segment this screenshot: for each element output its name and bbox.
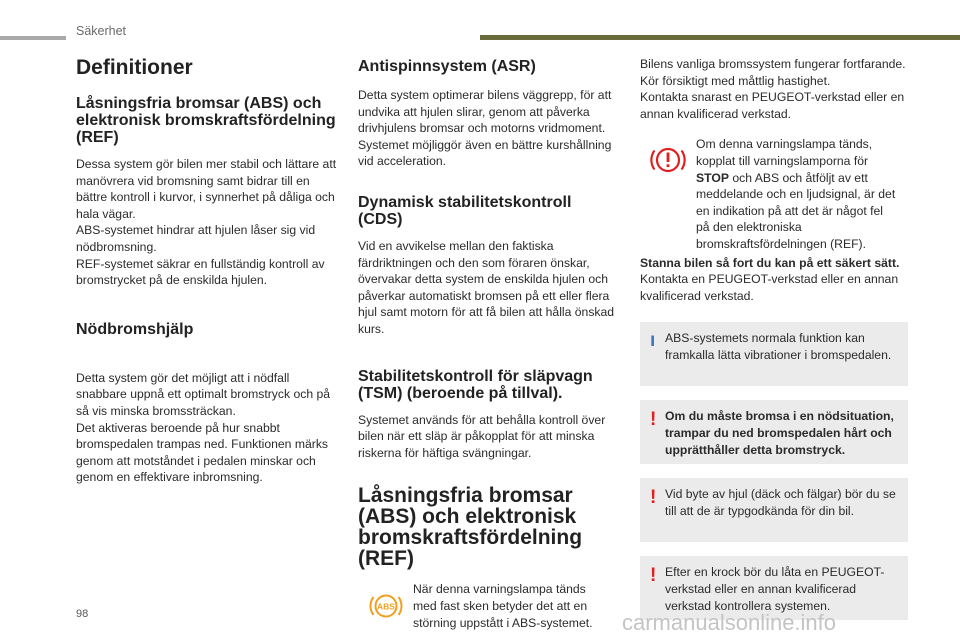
emergency-brake-text-2: Det aktiveras beroende på hur snabbt bromspedalen trampas ned. Funktionen märks genom att motståndet i pedalen minskar och genom en effektivare inbromsning.: [76, 420, 329, 485]
abs-ref-big-heading: Låsningsfria bromsar (ABS) och elektronisk bromskraftsfördelning (REF): [358, 484, 583, 571]
emergency-brake-heading: Nödbromshjälp: [76, 320, 194, 338]
exclamation-icon: !: [650, 487, 657, 509]
cds-text: Vid en avvikelse mellan den faktiska färdriktningen och den som föraren önskar, övervakar detta system de enskilda hjulen och påverkar automatiskt bromsen på ett eller flera hjul samt motorn för att få bilen att hålla önskad kurs.: [358, 238, 615, 336]
stop-label: STOP: [696, 170, 729, 185]
warning-box-emergency-text: Om du måste bromsa i en nödsituation, trampar du ned bromspedalen hårt och upprätthåller detta bromstryck.: [665, 409, 894, 457]
cds-heading: Dynamisk stabilitetskontroll (CDS): [358, 193, 572, 228]
tsm-text: Systemet används för att behålla kontroll över bilen när ett släp är påkopplat för att minska riskerna för häftiga svängningar.: [358, 412, 606, 460]
column-2: [358, 56, 620, 631]
tsm-heading: Stabilitetskontroll för släpvagn (TSM) (beroende på tillval).: [358, 367, 593, 402]
info-icon: ı: [650, 330, 656, 352]
warning-box-wheels-text: Vid byte av hjul (däck och fälgar) bör du se till att de är typgodkända för din bil.: [665, 487, 896, 518]
stop-section: [640, 255, 908, 305]
page-number: 98: [76, 608, 89, 620]
asr-heading: Antispinnsystem (ASR): [358, 58, 536, 75]
exclamation-icon: !: [650, 409, 657, 431]
emergency-brake-section: [76, 370, 338, 486]
header-rule-right: [480, 35, 960, 40]
abs-warning-icon: [358, 581, 413, 621]
abs-lamp-row: [358, 581, 620, 631]
abs-ref-text-3: REF-systemet säkrar en fullständig kontroll av bromstrycket på de enskilda hjulen.: [76, 256, 325, 288]
column-1: [76, 56, 338, 486]
ref-lamp-text: [696, 136, 896, 252]
abs-ref-section: [76, 156, 338, 289]
abs-ref-heading: Låsningsfria bromsar (ABS) och elektronisk bromskraftsfördelning (REF): [76, 95, 336, 146]
ref-lamp-text-1: Om denna varningslampa tänds, kopplat till varningslamporna för: [696, 137, 873, 168]
warning-box-wheels: [640, 478, 908, 542]
brake-warning-icon: [640, 136, 696, 176]
ref-lamp-text-2: och ABS och åtföljt av ett meddelande och en ljudsignal, är det en indikation på att det är något fel på den elektroniska bromskraftsfördelningen (REF).: [696, 170, 896, 251]
brake-status-text-1: Bilens vanliga bromssystem fungerar fortfarande.: [640, 57, 906, 71]
warning-box-collision-text: Efter en krock bör du låta en PEUGEOT-verkstad eller en annan kvalificerad verkstad kontrollera systemen.: [665, 565, 885, 613]
abs-ref-text-2: ABS-systemet hindrar att hjulen låser sig vid nödbromsning.: [76, 223, 316, 254]
abs-lamp-text: När denna varningslampa tänds med fast sken betyder det att en störning uppstått i ABS-systemet.: [413, 582, 593, 630]
abs-ref-text-1: Dessa system gör bilen mer stabil och lättare att manövrera vid bromsning samt bidrar till en bättre kontroll i kurvor, i synnerhet på dåliga och hala vägar.: [76, 157, 337, 221]
abs-lamp-label: ABS: [376, 601, 395, 612]
section-header: Säkerhet: [76, 24, 127, 38]
brake-status-text-3: Kontakta snarast en PEUGEOT-verkstad eller en annan kvalificerad verkstad.: [640, 90, 905, 121]
exclamation-icon: !: [650, 565, 657, 587]
emergency-brake-text-1: Detta system gör det möjligt att i nödfall snabbare uppnå ett optimalt bromstryck och på så vis minska bromssträckan.: [76, 370, 331, 418]
brake-status-section: [640, 56, 908, 122]
info-box-text: ABS-systemets normala funktion kan framkalla lätta vibrationer i bromspedalen.: [665, 331, 892, 362]
brake-status-text-2: Kör försiktigt med måttlig hastighet.: [640, 73, 831, 88]
warning-box-emergency: [640, 400, 908, 464]
stop-text: Kontakta en PEUGEOT-verkstad eller en annan kvalificerad verkstad.: [640, 272, 899, 303]
info-box: [640, 322, 908, 386]
asr-text: Detta system optimerar bilens väggrepp, för att undvika att hjulen slirar, genom att påverka drivhjulens bromsar och motorns vridmoment. Systemet möjliggör även en bättre kurshållning vid acceleration.: [358, 88, 612, 169]
watermark: carmanualsonline.info: [622, 610, 837, 635]
column-3: [640, 56, 908, 634]
page-title: Definitioner: [76, 56, 193, 79]
header-rule-left: [0, 36, 66, 40]
stop-bold-text: Stanna bilen så fort du kan på ett säkert sätt.: [640, 255, 900, 270]
ref-lamp-row: [640, 136, 908, 252]
